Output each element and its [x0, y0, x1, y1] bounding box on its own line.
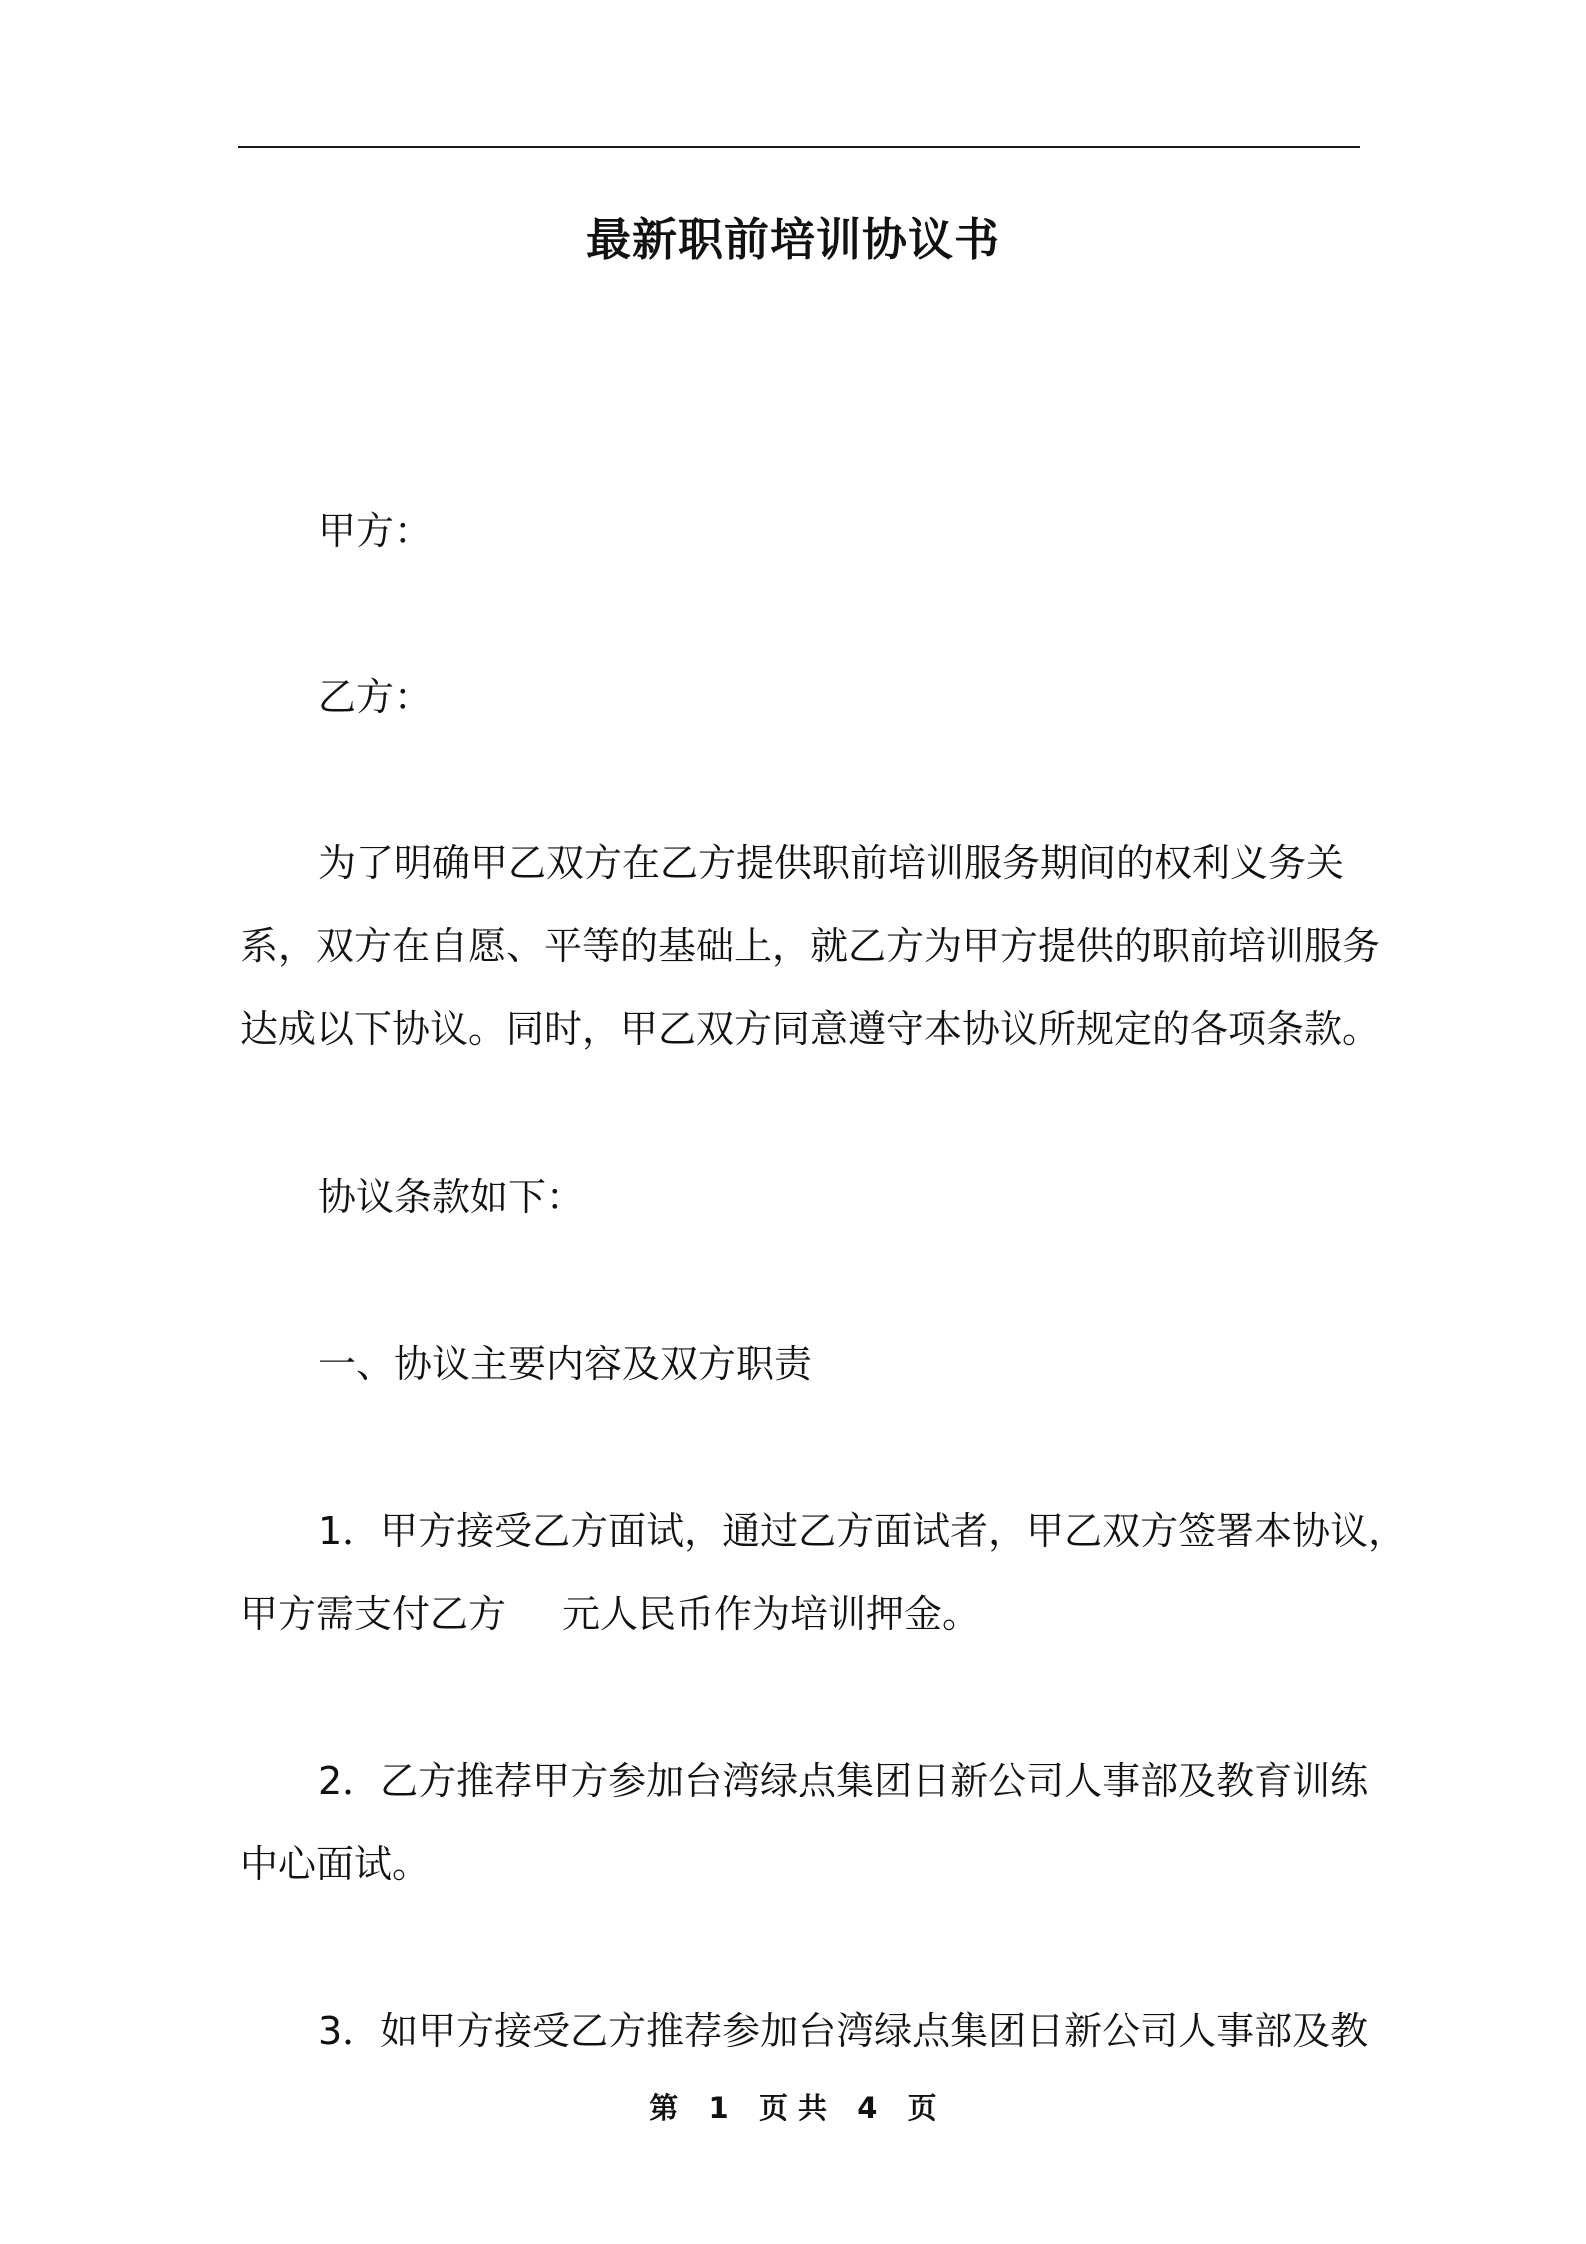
- header-rule: [238, 146, 1360, 148]
- clause-3: [240, 1990, 1370, 2073]
- clause-2-line: 2．乙方推荐甲方参加台湾绿点集团日新公司人事部及教育训练: [318, 1759, 1369, 1803]
- clause-1-line: [240, 1573, 1370, 1656]
- party-b-label: 乙方：: [318, 675, 433, 719]
- party-a-label: 甲方：: [318, 509, 433, 553]
- clause-1-text-after-blank: 元人民币作为培训押金。: [562, 1592, 981, 1636]
- page-footer: [0, 2088, 1586, 2128]
- clause-1: [240, 1490, 1407, 1656]
- footer-prefix: 第: [649, 2091, 679, 2125]
- terms-heading: 协议条款如下：: [318, 1175, 585, 1219]
- intro-line: 系，双方在自愿、平等的基础上，就乙方为甲方提供的职前培训服务: [240, 924, 1381, 968]
- intro-line: 达成以下协议。同时，甲乙双方同意遵守本协议所规定的各项条款。: [240, 1007, 1381, 1051]
- intro-line: 为了明确甲乙双方在乙方提供职前培训服务期间的权利义务关: [318, 841, 1345, 885]
- footer-total-pages: 4: [857, 2091, 878, 2125]
- clause-1-line: 1．甲方接受乙方面试，通过乙方面试者，甲乙双方签署本协议，: [318, 1509, 1407, 1553]
- document-title: 最新职前培训协议书: [585, 213, 1000, 266]
- clause-1-text-before-blank: 甲方需支付乙方: [240, 1592, 507, 1636]
- footer-suffix: 页: [907, 2091, 937, 2125]
- intro-paragraph: [240, 822, 1381, 1071]
- footer-middle: 页 共: [758, 2091, 828, 2125]
- clause-2: [240, 1740, 1370, 1906]
- footer-page-number: 1: [708, 2091, 729, 2125]
- clause-2-line: 中心面试。: [240, 1842, 431, 1886]
- clause-3-line: 3．如甲方接受乙方推荐参加台湾绿点集团日新公司人事部及教: [318, 2009, 1369, 2053]
- section-1-heading: 一、协议主要内容及双方职责: [318, 1342, 813, 1386]
